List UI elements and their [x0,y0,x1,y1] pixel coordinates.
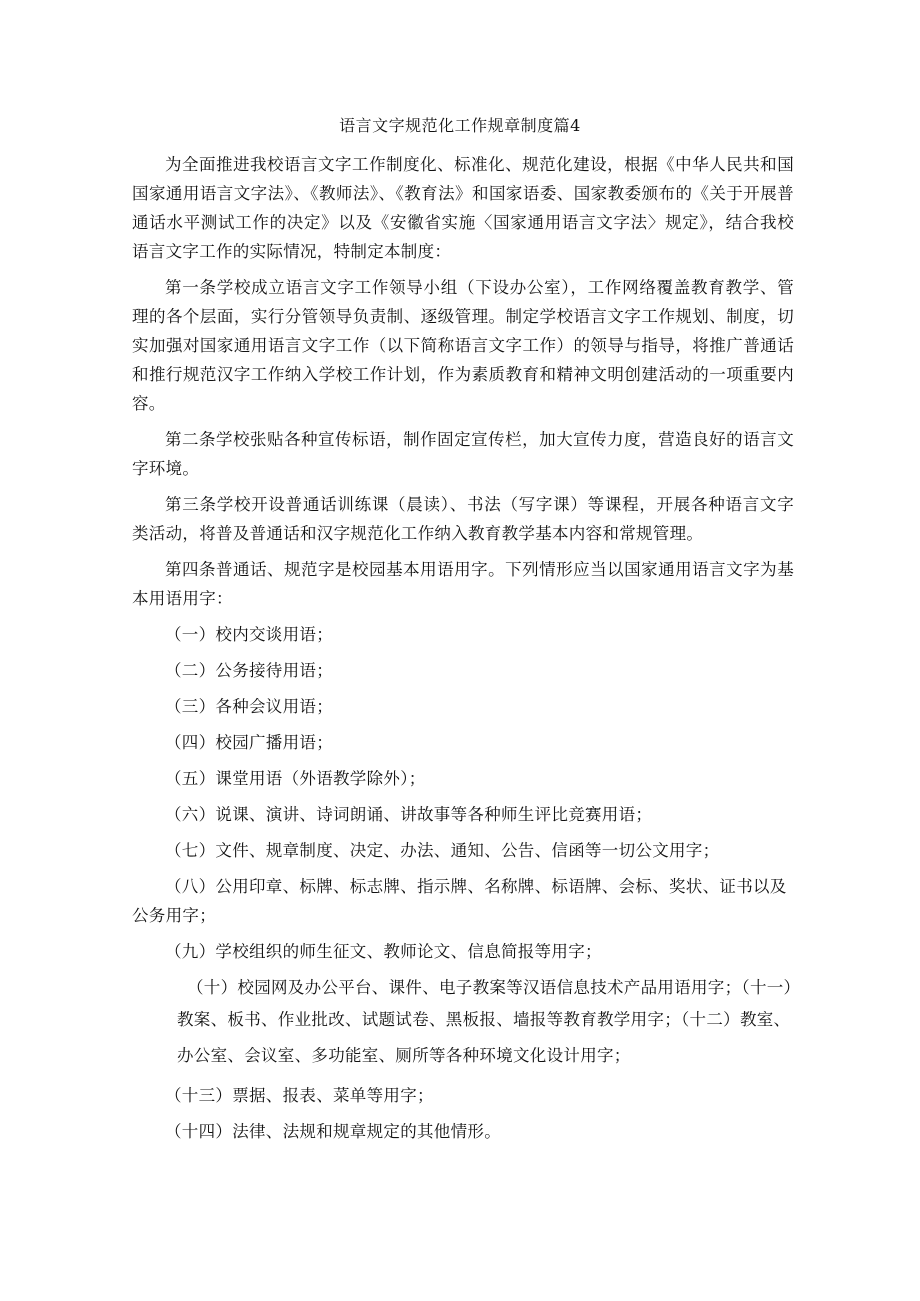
list-item-7: （七）文件、规章制度、决定、办法、通知、公告、信函等一切公文用字； [165,841,720,860]
list-item-9: （九）学校组织的师生征文、教师论文、信息简报等用字； [165,942,602,961]
list-item-10-line-3: 办公室、会议室、多功能室、厕所等各种环境文化设计用字； [177,1046,631,1065]
list-item-4: （四）校园广播用语； [165,733,333,752]
article-2-paragraph: 第二条学校张贴各种宣传标语，制作固定宣传栏，加大宣传力度，营造良好的语言文字环境。 [132,430,794,478]
list-item-10-block [177,973,801,1074]
list-item-1: （一）校内交谈用语； [165,625,333,644]
list-item-13: （十三）票据、报表、菜单等用字； [165,1086,434,1105]
list-item-10-line-2: 教案、板书、作业批改、试题试卷、黑板报、墙报等教育教学用字；（十二）教室、 [177,1010,791,1029]
article-4-paragraph: 第四条普通话、规范字是校园基本用语用字。下列情形应当以国家通用语言文字为基本用语用字： [132,560,794,608]
list-item-6: （六）说课、演讲、诗词朗诵、讲故事等各种师生评比竞赛用语； [165,805,653,824]
article-3-paragraph: 第三条学校开设普通话训练课（晨读）、书法（写字课）等课程，开展各种语言文字类活动，将普及普通话和汉字规范化工作纳入教育教学基本内容和常规管理。 [132,495,794,543]
list-item-14: （十四）法律、法规和规章规定的其他情形。 [165,1122,501,1141]
list-item-2: （二）公务接待用语； [165,661,333,680]
list-item-3: （三）各种会议用语； [165,697,333,716]
list-item-5: （五）课堂用语（外语教学除外）； [165,769,426,788]
list-item-8: （八）公用印章、标牌、标志牌、指示牌、名称牌、标语牌、会标、奖状、证书以及公务用字； [132,877,787,925]
document-title: 语言文字规范化工作规章制度篇4 [339,116,581,135]
article-1-paragraph: 第一条学校成立语言文字工作领导小组（下设办公室），工作网络覆盖教育教学、管理的各个层面，实行分管领导负责制、逐级管理。制定学校语言文字工作规划、制度，切实加强对国家通用语言文字工作（以下简称语言文字工作）的领导与指导，将推广普通话和推行规范汉字工作纳入学校工作计划，作为素质教育和精神文明创建活动的一项重要内容。 [132,278,794,413]
document-body [132,150,801,1153]
list-item-10-line-1: （十）校园网及办公平台、课件、电子教案等汉语信息技术产品用语用字；（十一） [187,978,801,997]
intro-paragraph: 为全面推进我校语言文字工作制度化、标准化、规范化建设，根据《中华人民共和国国家通用语言文字法》、《教师法》、《教育法》和国家语委、国家教委颁布的《关于开展普通话水平测试工作的决定》以及《安徽省实施〈国家通用语言文字法〉规定》，结合我校语言文字工作的实际情况，特制定本制度： [132,155,794,261]
